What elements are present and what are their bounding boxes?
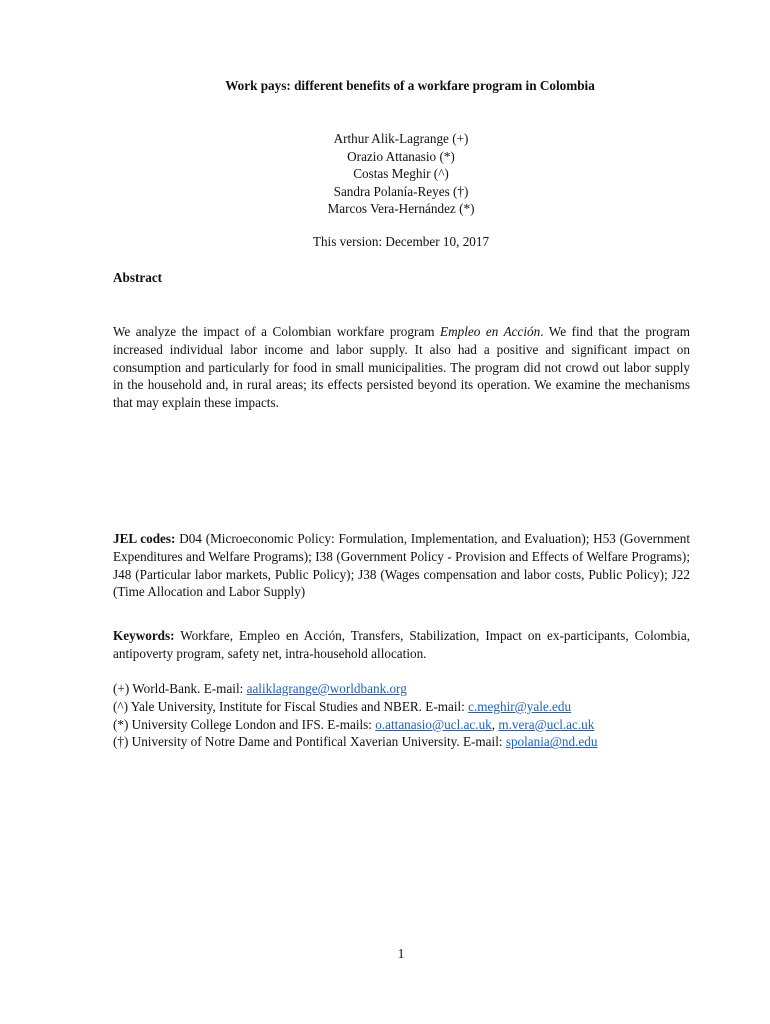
email-link[interactable]: spolania@nd.edu	[505, 734, 598, 750]
affiliation-yale	[113, 698, 713, 716]
author-name: Sandra Polanía-Reyes (†)	[333, 183, 469, 199]
affiliations	[113, 680, 713, 751]
paper-title: Work pays: different benefits of a workfare program in Colombia	[225, 78, 595, 93]
abstract-heading: Abstract	[113, 270, 163, 285]
affiliation-text: (*) University College London and IFS. E-mails:	[113, 716, 376, 732]
email-link[interactable]: aaliklagrange@worldbank.org	[246, 681, 407, 696]
author-name: Costas Meghir (^)	[353, 166, 449, 182]
version-date: This version: December 10, 2017	[312, 234, 490, 249]
affiliation-text: (†) University of Notre Dame and Pontifical Xaverian University. E-mail:	[113, 734, 506, 750]
program-name: Empleo en Acción	[440, 324, 541, 339]
affiliation-text: (^) Yale University, Institute for Fiscal Studies and NBER. E-mail:	[113, 698, 469, 714]
jel-label: JEL codes:	[113, 531, 176, 546]
keywords	[113, 627, 690, 663]
abstract-body	[113, 323, 690, 412]
email-separator: ,	[491, 716, 499, 732]
jel-codes	[113, 530, 690, 601]
abstract-text: . We find that the program increased individual labor income and labor supply. It also had a positive and significant impact on consumption and particularly for food in small municipalities. The program did not crowd out labor supply in the household and, in rural areas; its effects persisted beyond its operation. We examine the mechanisms that may explain these impacts.	[113, 324, 690, 411]
jel-text: D04 (Microeconomic Policy: Formulation, Implementation, and Evaluation); H53 (Government Expenditures and Welfare Programs); I38 (Government Policy - Provision and Effects of Welfare Programs); J48 (Particular labor markets, Public Policy); J38 (Wages compensation and labor costs, Public Policy); J22 (Time Allocation and Labor Supply)	[113, 531, 690, 600]
affiliation-ucl	[113, 716, 713, 734]
affiliation-notre-dame	[113, 733, 713, 751]
author-name: Arthur Alik-Lagrange (+)	[333, 131, 469, 146]
affiliation-text: (+) World-Bank. E-mail:	[113, 681, 247, 696]
author-list	[0, 130, 770, 218]
email-link[interactable]: m.vera@ucl.ac.uk	[498, 716, 595, 732]
email-link[interactable]: o.attanasio@ucl.ac.uk	[375, 716, 492, 732]
keywords-text: Workfare, Empleo en Acción, Transfers, Stabilization, Impact on ex-participants, Colombia, antipoverty program, safety net, intra-household allocation.	[113, 628, 690, 661]
keywords-label: Keywords:	[113, 628, 175, 643]
abstract-text: We analyze the impact of a Colombian workfare program	[113, 324, 441, 339]
author-name: Orazio Attanasio (*)	[347, 148, 455, 164]
author-name: Marcos Vera-Hernández (*)	[327, 201, 475, 217]
page-number: 1	[397, 946, 405, 961]
email-link[interactable]: c.meghir@yale.edu	[468, 698, 572, 714]
affiliation-worldbank	[113, 680, 713, 698]
